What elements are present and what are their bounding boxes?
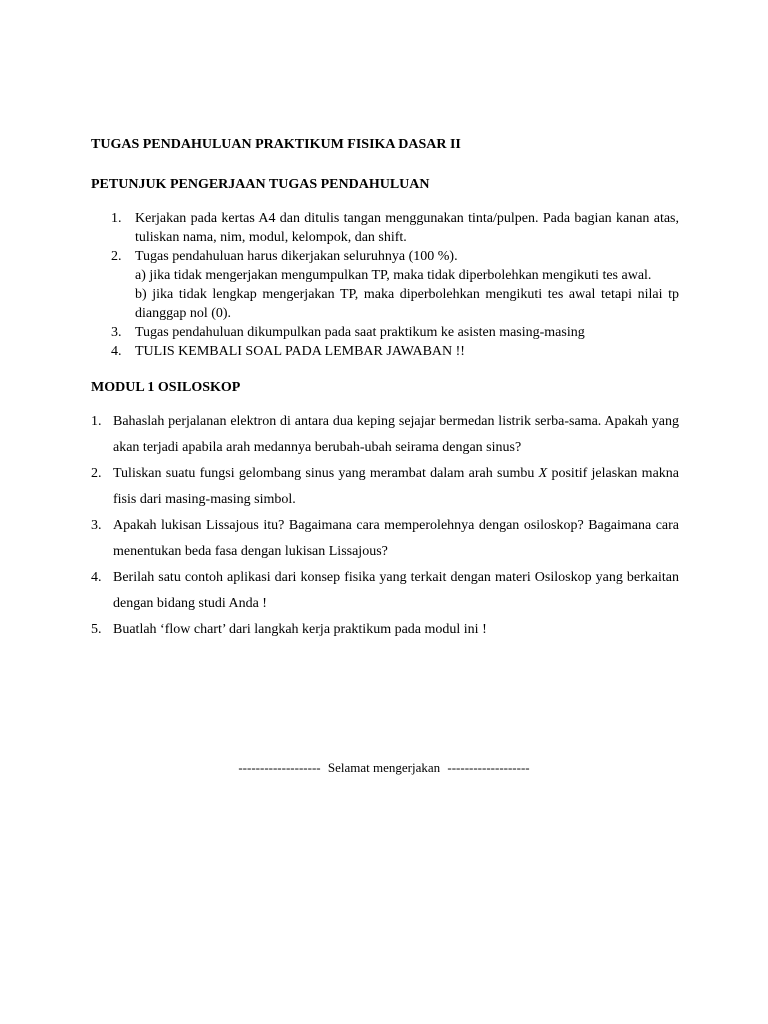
instruction-text: Tugas pendahuluan harus dikerjakan seluruhnya (100 %). <box>135 249 458 264</box>
question-text-before: Tuliskan suatu fungsi gelombang sinus yang merambat dalam arah sumbu <box>113 466 539 481</box>
question-item <box>91 409 679 461</box>
closing-footer <box>0 760 768 776</box>
question-italic-symbol: X <box>538 466 548 481</box>
question-text: Buatlah ‘flow chart’ dari langkah kerja praktikum pada modul ini ! <box>113 622 487 637</box>
instruction-text: Kerjakan pada kertas A4 dan ditulis tangan menggunakan tinta/pulpen. Pada bagian kanan atas, tuliskan nama, nim, modul, kelompok, dan shift. <box>135 211 679 245</box>
question-item <box>91 565 679 617</box>
question-text: Bahaslah perjalanan elektron di antara dua keping sejajar bermedan listrik serba-sama. Apakah yang akan terjadi apabila arah medannya berubah-ubah seirama dengan sinus? <box>113 414 679 455</box>
footer-dashes-left: ------------------- <box>238 760 321 775</box>
question-text: Apakah lukisan Lissajous itu? Bagaimana cara memperolehnya dengan osiloskop? Bagaimana cara menentukan beda fasa dengan lukisan Lissajous? <box>113 518 679 559</box>
document-body <box>91 136 679 643</box>
questions-list <box>91 409 679 643</box>
question-text-after: positif jelaskan makna fisis dari masing-masing simbol. <box>113 466 679 507</box>
question-number: 1. <box>91 414 102 429</box>
footer-dashes-right: ------------------- <box>447 760 530 775</box>
instruction-item <box>91 209 679 247</box>
instruction-text: TULIS KEMBALI SOAL PADA LEMBAR JAWABAN !! <box>135 344 465 359</box>
module-heading: MODUL 1 OSILOSKOP <box>91 380 241 395</box>
instruction-sub-a: a) jika tidak mengerjakan mengumpulkan TP, maka tidak diperbolehkan mengikuti tes awal. <box>135 268 652 283</box>
instructions-list <box>91 209 679 361</box>
question-item <box>91 513 679 565</box>
question-number: 3. <box>91 518 102 533</box>
instruction-item <box>91 323 679 342</box>
instruction-number: 3. <box>111 325 122 340</box>
instruction-item <box>91 247 679 323</box>
instruction-number: 2. <box>111 249 122 264</box>
instruction-text: Tugas pendahuluan dikumpulkan pada saat praktikum ke asisten masing-masing <box>135 325 585 340</box>
question-number: 5. <box>91 622 102 637</box>
footer-message: Selamat mengerjakan <box>327 760 441 775</box>
instruction-sub-b: b) jika tidak lengkap mengerjakan TP, maka diperbolehkan mengikuti tes awal tetapi nilai tp dianggap nol (0). <box>135 287 679 321</box>
question-number: 4. <box>91 570 102 585</box>
instructions-heading: PETUNJUK PENGERJAAN TUGAS PENDAHULUAN <box>91 177 430 192</box>
instruction-item <box>91 342 679 361</box>
instruction-number: 1. <box>111 211 122 226</box>
instruction-number: 4. <box>111 344 122 359</box>
question-item <box>91 461 679 513</box>
question-number: 2. <box>91 466 102 481</box>
question-text: Berilah satu contoh aplikasi dari konsep fisika yang terkait dengan materi Osiloskop yang berkaitan dengan bidang studi Anda ! <box>113 570 679 611</box>
question-item <box>91 617 679 643</box>
document-title: TUGAS PENDAHULUAN PRAKTIKUM FISIKA DASAR II <box>91 137 461 152</box>
